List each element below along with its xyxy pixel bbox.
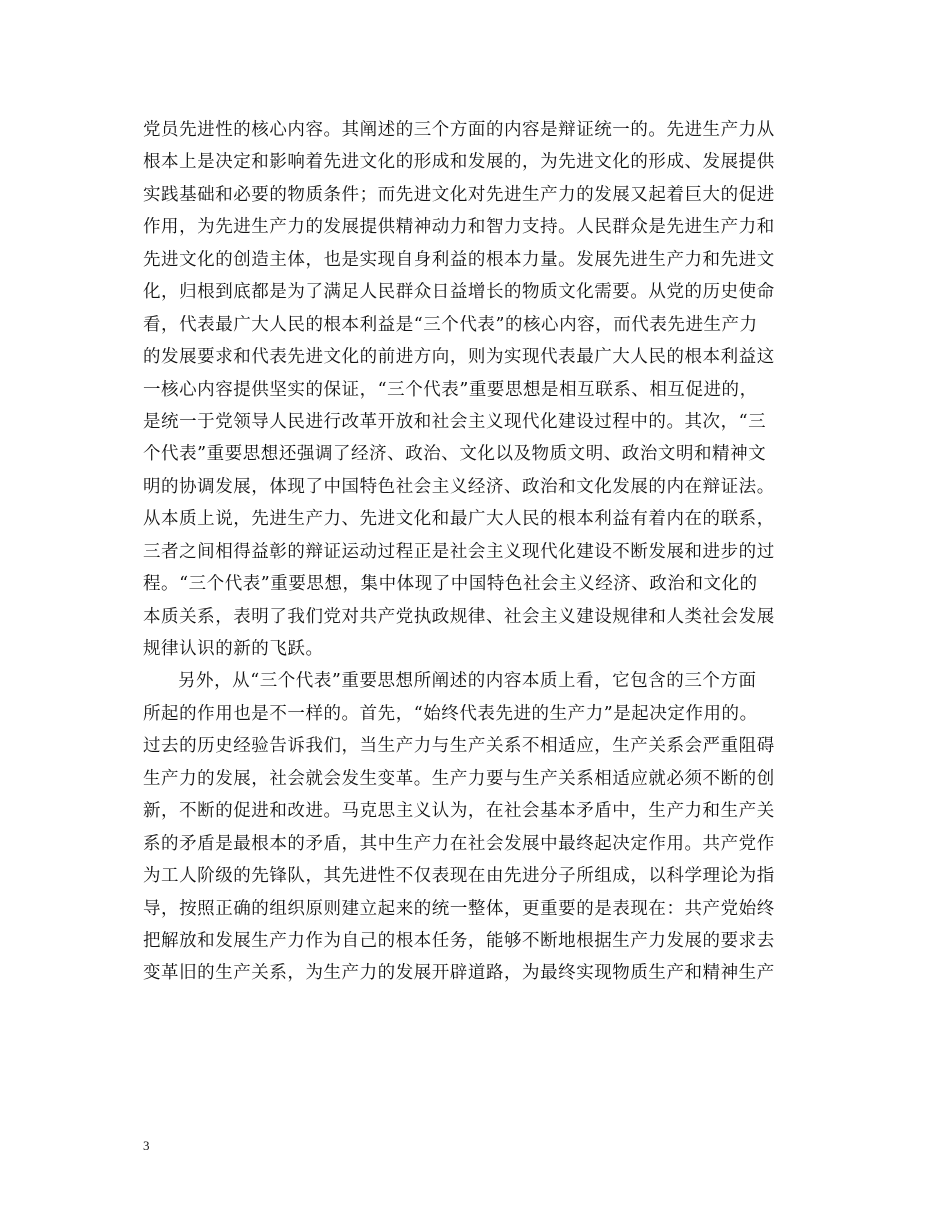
body-text [143,114,815,990]
text-line: 从本质上说，先进生产力、先进文化和最广大人民的根本利益有着内在的联系， [143,509,775,530]
text-line: 个代表”重要思想还强调了经济、政治、文化以及物质文明、政治文明和精神文 [143,444,767,465]
text-line: 根本上是决定和影响着先进文化的形成和发展的，为先进文化的形成、发展提供 [143,152,775,173]
text-line: 的发展要求和代表先进文化的前进方向，则为实现代表最广大人民的根本利益这 [143,347,775,368]
text-line: 作用，为先进生产力的发展提供精神动力和智力支持。人民群众是先进生产力和 [143,217,775,238]
page-number: 3 [143,1138,150,1153]
text-line: 规律认识的新的飞跃。 [143,639,324,659]
text-line: 变革旧的生产关系，为生产力的发展开辟道路，为最终实现物质生产和精神生产 [143,963,775,984]
text-line: 所起的作用也是不一样的。首先，“始终代表先进的生产力”是起决定作用的。 [143,703,758,724]
text-line: 导，按照正确的组织原则建立起来的统一整体，更重要的是表现在：共产党始终 [143,898,775,919]
text-line: 三者之间相得益彰的辩证运动过程正是社会主义现代化建设不断发展和进步的过 [143,541,775,562]
text-line: 明的协调发展，体现了中国特色社会主义经济、政治和文化发展的内在辩证法。 [143,476,775,497]
text-line: 生产力的发展，社会就会发生变革。生产力要与生产关系相适应就必须不断的创 [143,768,775,789]
text-line: 新，不断的促进和改进。马克思主义认为，在社会基本矛盾中，生产力和生产关 [143,801,775,822]
text-line: 化，归根到底都是为了满足人民群众日益增长的物质文化需要。从党的历史使命 [143,282,775,303]
text-line: 过去的历史经验告诉我们，当生产力与生产关系不相适应，生产关系会严重阻碍 [143,736,775,757]
text-line: 看，代表最广大人民的根本利益是“三个代表”的核心内容，而代表先进生产力 [143,314,758,335]
paragraph-first-line: 另外，从“三个代表”重要思想所阐述的内容本质上看，它包含的三个方面 [178,671,757,692]
text-line: 系的矛盾是最根本的矛盾，其中生产力在社会发展中最终起决定作用。共产党作 [143,833,775,854]
text-line: 党员先进性的核心内容。其阐述的三个方面的内容是辩证统一的。先进生产力从 [143,120,775,140]
text-line: 一核心内容提供坚实的保证，“三个代表”重要思想是相互联系、相互促进的， [143,379,758,400]
text-line: 为工人阶级的先锋队，其先进性不仅表现在由先进分子所组成，以科学理论为指 [143,866,775,887]
text-line: 程。“三个代表”重要思想，集中体现了中国特色社会主义经济、政治和文化的 [143,574,758,595]
text-line: 是统一于党领导人民进行改革开放和社会主义现代化建设过程中的。其次，“三 [143,411,767,432]
text-line: 先进文化的创造主体，也是实现自身利益的根本力量。发展先进生产力和先进文 [143,249,775,270]
text-line: 把解放和发展生产力作为自己的根本任务，能够不断地根据生产力发展的要求去 [143,930,775,951]
text-line: 本质关系，表明了我们党对共产党执政规律、社会主义建设规律和人类社会发展 [143,606,775,627]
text-line: 实践基础和必要的物质条件；而先进文化对先进生产力的发展又起着巨大的促进 [143,184,775,205]
